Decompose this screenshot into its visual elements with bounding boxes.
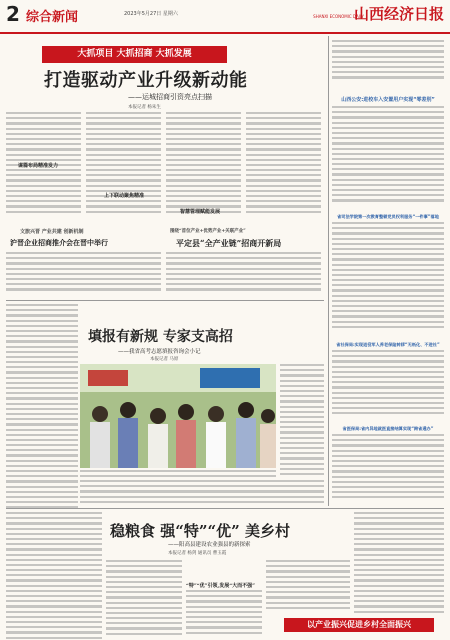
- sidebar-intro-text: [332, 40, 444, 84]
- right-body-1: [332, 222, 444, 332]
- sidebar-divider: [328, 36, 329, 506]
- sidebar-title: 山西公安:进校车入安置用户实现“零差别”: [341, 97, 435, 103]
- sub-story-2-kicker: 围绕“首位产业+优势产业+关联产业”: [170, 229, 246, 234]
- bottom-body-col-3: [266, 560, 350, 616]
- issue-date: 2023年5月27日 星期六: [124, 11, 178, 17]
- lead-subheadline: ——运城招商引资亮点扫描: [128, 93, 212, 101]
- bottom-left-column: [6, 512, 102, 638]
- feature-byline: 本报记者 马原: [150, 357, 179, 362]
- feature-right-column: [280, 364, 324, 480]
- lead-headline: 打造驱动产业升级新动能: [44, 70, 248, 91]
- section-divider: [6, 300, 324, 301]
- sidebar-body-1: [332, 106, 444, 206]
- right-head-2: 省社保局:实现退役军人养老保险转移“无纸化、不进社”: [336, 342, 440, 347]
- sub-story-2-body: [166, 252, 321, 296]
- bottom-byline: 本报记者 杨剑 通讯员 曹玉霞: [168, 551, 227, 556]
- bottom-divider: [6, 508, 444, 509]
- feature-photo-caption: [80, 470, 276, 480]
- lead-banner: 大抓项目 大抓招商 大抓发展: [42, 46, 227, 63]
- bottom-subheadline: ——阳高县建设农业强县的新探索: [168, 542, 251, 548]
- bottom-body-col-2: [186, 590, 262, 638]
- inline-head-3: 智慧管理赋能发展: [180, 209, 221, 215]
- feature-body: [80, 480, 324, 508]
- feature-left-column: [6, 304, 78, 504]
- masthead-subtitle: SHANXI ECONOMIC DAILY: [313, 14, 364, 19]
- lead-body-col-3: [166, 112, 241, 212]
- feature-subheadline: ——我省高考志愿填报咨询会小记: [118, 349, 201, 355]
- bottom-headline: 稳粮食 强“特”“优” 美乡村: [110, 522, 290, 540]
- feature-headline: 填报有新规 专家支高招: [88, 329, 233, 345]
- lead-byline: 本报记者 杨朱生: [128, 105, 161, 110]
- inline-head-1: 谋篇布局精准发力: [18, 163, 59, 169]
- right-head-1: 省司法学院第一次教育整顿党员权利服务“一件事”落地: [337, 214, 439, 219]
- section-title: 综合新闻: [26, 10, 79, 25]
- inline-head-2: 上下联动聚焦精准: [104, 193, 145, 199]
- bottom-inline-head: “特”“优”引领,发展“大而不强”: [186, 583, 255, 589]
- sub-story-1-headline: 沪晋企业招商推介会在晋中举行: [10, 238, 108, 247]
- footer-banner: 以产业振兴促进乡村全面振兴: [284, 618, 434, 632]
- right-body-2: [332, 350, 444, 420]
- page-number: 2: [6, 2, 20, 26]
- sub-story-1-kicker: 文旅兴晋 产业共建 创新机制: [20, 229, 84, 235]
- right-head-3: 省医保局:省内异地就医直接结算实现“跨省通办”: [342, 426, 434, 431]
- feature-photo: [80, 364, 276, 468]
- bottom-body-col-4: [354, 512, 444, 616]
- masthead-logo: 山西经济日报: [353, 5, 444, 23]
- right-body-3: [332, 434, 444, 506]
- sub-story-2-headline: 平定县“全产业链”招商开新局: [176, 238, 282, 248]
- bottom-body-col-1: [106, 560, 182, 638]
- lead-body-col-4: [246, 112, 321, 212]
- sub-story-1-body: [6, 252, 161, 296]
